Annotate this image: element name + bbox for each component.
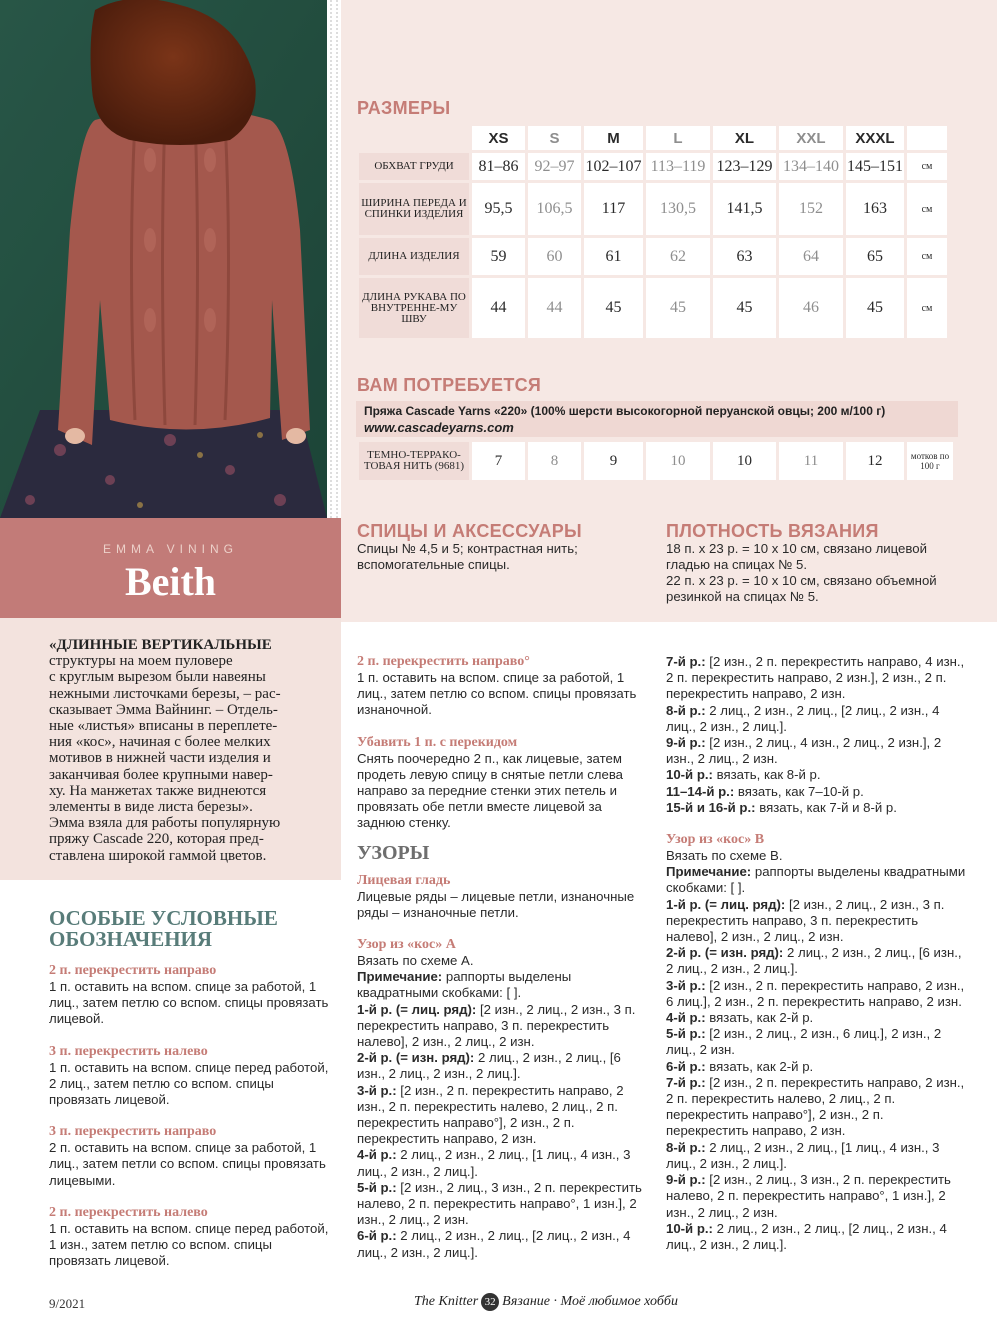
cell: 45 [713,278,776,338]
stockinette-text: Лицевые ряды – лицевые петли, изнаночные ряды – изнаночные петли. [357,888,635,920]
cell: 45 [646,278,710,338]
unit: см [907,183,947,235]
symbol-text: 2 п. оставить на вспом. спице за работой, 1 лиц., затем петли со вспом. спицы провязать лицевыми. [49,1140,326,1188]
cell: 11 [779,442,843,480]
unit: мотков по 100 г [907,442,953,480]
intro-line: мотивов в нижней части изделия и [49,750,271,767]
yarn-table [356,439,956,483]
pattern-row: 8-й р.: 2 лиц., 2 изн., 2 лиц., [2 лиц., 2 изн., 4 лиц., 2 изн., 2 лиц.]. [666,702,940,734]
middle-column [357,654,647,1261]
symbol-text: 1 п. оставить на вспом. спице перед работой, 2 лиц., затем петлю со вспом. спицы провязать лицевой. [49,1059,329,1108]
cell: 95,5 [472,183,525,235]
designer-name: EMMA VINING [102,542,238,556]
gauge-text-1: 18 п. х 23 р. = 10 х 10 см, связано лицевой гладью на спицах № 5. [666,541,927,573]
cell: 61 [584,238,643,275]
unit: см [907,153,947,180]
cell: 134–140 [779,153,843,180]
pattern-row: 15-й и 16-й р.: вязать, как 7-й и 8-й р. [666,799,897,815]
cell: 10 [713,442,776,480]
size-header: L [646,126,710,150]
magazine-name: The Knitter [414,1294,479,1310]
intro-line: заканчивая более крупными навер- [49,766,273,783]
cable-b-note: Примечание: раппорты выделены квадратными скобками: [ ]. [666,864,966,896]
cell: 64 [779,238,843,275]
cell: 7 [472,442,525,480]
stockinette-title: Лицевая гладь [357,872,451,888]
intro-line: ставлена широкой гаммой цветов. [49,847,267,864]
cable-a-text: Вязать по схеме A. [357,953,474,969]
decrease-text: Снять поочередно 2 п., как лицевые, затем продеть левую спицу в снятые петли слева направо за передние стенки этих петель и провязать обе петли вместе лицевой за заднюю стенку. [357,750,624,831]
intro-line: пряжу Cascade 220, которая пред- [49,831,264,848]
cell: 63 [713,238,776,275]
symbols-heading: ОСОБЫЕ УСЛОВНЫЕ ОБОЗНАЧЕНИЯ [49,906,278,951]
cable-a-title: Узор из «кос» A [357,937,456,953]
cell: 44 [472,278,525,338]
cell: 152 [779,183,843,235]
needles-heading: СПИЦЫ И АКСЕССУАРЫ [357,521,582,541]
pattern-row: 1-й р. (= лиц. ряд): [2 изн., 2 лиц., 2 изн., 3 п. перекрестить направо, 3 п. перекрестить налево], 2 изн., 2 лиц., 2 изн. [666,896,945,945]
intro-quote [49,637,334,864]
intro-line: структуры на моем пуловере [49,653,233,670]
pattern-row: 1-й р. (= лиц. ряд): [2 изн., 2 лиц., 2 изн., 3 п. перекрестить направо, 3 п. перекрестить налево], 2 изн., 2 лиц., 2 изн. [357,1001,636,1050]
cell: 130,5 [646,183,710,235]
cell: 113–119 [646,153,710,180]
symbol-title: 3 п. перекрестить налево [49,1043,208,1059]
needles-text: Спицы № 4,5 и 5; контрастная нить; вспомогательные спицы. [357,541,578,573]
pattern-row: 11–14-й р.: вязать, как 7–10-й р. [666,783,864,799]
pattern-row: 10-й р.: вязать, как 8-й р. [666,767,821,783]
pattern-row: 7-й р.: [2 изн., 2 п. перекрестить направо, 2 изн., 2 п. перекрестить налево, 2 лиц., 2 п. перекрестить направо°], 2 изн., 2 п. перекрестить направо, 2 изн. [666,1074,965,1139]
table-row [359,238,947,275]
symbol-text: 1 п. оставить на вспом. спице перед работой, 1 изн., затем петлю со вспом. спицы провязать лицевой. [49,1220,329,1269]
intro-lead: «ДЛИННЫЕ ВЕРТИКАЛЬНЫЕ [49,637,272,653]
cell: 81–86 [472,153,525,180]
gauge-heading: ПЛОТНОСТЬ ВЯЗАНИЯ [666,521,879,541]
cell: 92–97 [528,153,581,180]
cell: 45 [846,278,904,338]
row-label: ТЕМНО-ТЕРРАКО-ТОВАЯ НИТЬ (9681) [359,442,469,480]
unit: см [907,278,947,338]
table-row [359,278,947,338]
pattern-row: 10-й р.: 2 лиц., 2 изн., 2 лиц., [2 лиц., 2 изн., 4 лиц., 2 изн., 2 лиц.]. [666,1220,947,1252]
unit: см [907,238,947,275]
cell: 10 [646,442,710,480]
pattern-row: 9-й р.: [2 изн., 2 лиц., 4 изн., 2 лиц., 2 изн.], 2 изн., 2 лиц., 2 изн. [666,735,942,767]
symbol-title: 2 п. перекрестить налево [49,1204,208,1220]
symbol-text: 1 п. оставить на вспом. спице за работой, 1 лиц., затем петлю со вспом. спицы провязать лицевой. [49,979,329,1027]
cell: 12 [846,442,904,480]
cell: 8 [528,442,581,480]
sweater-photo [0,0,327,518]
needs-heading: ВАМ ПОТРЕБУЕТСЯ [357,375,542,395]
symbol-title: 3 п. перекрестить направо [49,1124,217,1140]
cell: 62 [646,238,710,275]
size-header: XXXL [846,126,904,150]
magazine-subtitle: Вязание · Моё любимое хобби [502,1294,678,1310]
cable-b-text: Вязать по схеме B. [666,848,783,864]
page-number: 32 [481,1293,499,1311]
cross-right-purl-text: 1 п. оставить на вспом. спице за работой, 1 лиц., затем петлю со вспом. спицы провязать изнаночной. [357,670,637,718]
cell: 9 [584,442,643,480]
table-row [359,183,947,235]
intro-line: сказывает Эмма Вайнинг. – Отдель- [49,701,278,718]
size-header: XS [472,126,525,150]
decrease-title: Убавить 1 п. с перекидом [357,734,518,750]
size-header: XL [713,126,776,150]
table-row [359,442,953,480]
sizes-heading: РАЗМЕРЫ [357,98,451,118]
sizes-table [356,123,950,341]
row-label: ОБХВАТ ГРУДИ [359,153,469,180]
cell: 163 [846,183,904,235]
pattern-row: 2-й р. (= изн. ряд): 2 лиц., 2 изн., 2 лиц., [6 изн., 2 лиц., 2 изн., 2 лиц.]. [357,1050,621,1082]
pattern-row: 3-й р.: [2 изн., 2 п. перекрестить направо, 2 изн., 6 лиц.], 2 изн., 2 п. перекрестить направо, 2 изн. [666,977,965,1009]
pattern-row: 9-й р.: [2 изн., 2 лиц., 3 изн., 2 п. перекрестить налево, 2 п. перекрестить направо°, 1 изн.], 2 изн., 2 лиц., 2 изн. [666,1172,951,1220]
cell: 46 [779,278,843,338]
cell: 59 [472,238,525,275]
cable-a-note: Примечание: раппорты выделены квадратными скобками: [ ]. [357,969,572,1001]
pattern-title: Beith [124,559,217,604]
cell: 123–129 [713,153,776,180]
pattern-row: 8-й р.: 2 лиц., 2 изн., 2 лиц., [1 лиц., 4 изн., 3 лиц., 2 изн., 2 лиц.]. [666,1139,940,1171]
symbol-title: 2 п. перекрестить направо [49,963,217,978]
cell: 102–107 [584,153,643,180]
cell: 65 [846,238,904,275]
pattern-row: 3-й р.: [2 изн., 2 п. перекрестить направо, 2 изн., 2 п. перекрестить налево, 2 лиц., 2 п. перекрестить направо°], 2 изн., 2 п. перекрестить направо, 2 изн. [357,1082,624,1147]
pattern-row: 7-й р.: [2 изн., 2 п. перекрестить направо, 4 изн., 2 п. перекрестить направо, 2 изн.], 2 изн., 2 п. перекрестить направо, 2 изн. [666,654,965,702]
pattern-row: 6-й р.: вязать, как 2-й р. [666,1058,814,1074]
cross-right-purl-title: 2 п. перекрестить направо° [357,654,530,669]
size-header: XXL [779,126,843,150]
cell: 45 [584,278,643,338]
intro-line: ния «кос», начиная с более мелких [49,734,271,751]
yarn-url[interactable]: www.cascadeyarns.com [364,420,514,435]
intro-line: с круглым вырезом были навеяны [49,669,266,686]
cell: 141,5 [713,183,776,235]
patterns-heading: УЗОРЫ [357,841,430,864]
cell: 145–151 [846,153,904,180]
intro-line: нежными листочками березы, – рас- [49,685,281,702]
cell: 60 [528,238,581,275]
intro-line: Эмма взяла для работы популярную [49,815,281,832]
issue-number: 9/2021 [49,1296,86,1311]
cable-b-title: Узор из «кос» B [666,832,765,848]
symbols-list [49,963,334,1269]
size-header: M [584,126,643,150]
pattern-row: 2-й р. (= изн. ряд): 2 лиц., 2 изн., 2 лиц., [6 изн., 2 лиц., 2 изн., 2 лиц.]. [666,945,962,977]
gauge-text-2: 22 п. х 23 р. = 10 х 10 см, связано объемной резинкой на спицах № 5. [666,573,937,605]
row-label: ШИРИНА ПЕРЕДА И СПИНКИ ИЗДЕЛИЯ [359,183,469,235]
pattern-row: 6-й р.: 2 лиц., 2 изн., 2 лиц., [2 лиц., 2 изн., 4 лиц., 2 изн., 2 лиц.]. [357,1228,631,1260]
table-row [359,153,947,180]
cell: 117 [584,183,643,235]
magazine-footer [414,1293,678,1311]
intro-line: ху. На манжетах также виднеются [49,782,267,799]
pattern-row: 5-й р.: [2 изн., 2 лиц., 3 изн., 2 п. перекрестить налево, 2 п. перекрестить направо°, 1 изн.], 2 изн., 2 лиц., 2 изн. [357,1179,642,1228]
pattern-row: 4-й р.: вязать, как 2-й р. [666,1010,814,1026]
right-column [666,654,966,1253]
intro-line: ные «листья» вписаны в переплете- [49,718,278,735]
size-header: S [528,126,581,150]
cell: 44 [528,278,581,338]
yarn-description: Пряжа Cascade Yarns «220» (100% шерсти высокогорной перуанской овцы; 200 м/100 г) [364,404,886,418]
designer-tag [0,518,341,618]
intro-line: элементы в виде листа березы». [49,799,253,816]
row-label: ДЛИНА ИЗДЕЛИЯ [359,238,469,275]
cell: 106,5 [528,183,581,235]
pattern-row: 4-й р.: 2 лиц., 2 изн., 2 лиц., [1 лиц., 4 изн., 3 лиц., 2 изн., 2 лиц.]. [357,1147,631,1179]
pattern-row: 5-й р.: [2 изн., 2 лиц., 2 изн., 6 лиц.], 2 изн., 2 лиц., 2 изн. [666,1026,942,1058]
row-label: ДЛИНА РУКАВА ПО ВНУТРЕННЕ-МУ ШВУ [359,278,469,338]
